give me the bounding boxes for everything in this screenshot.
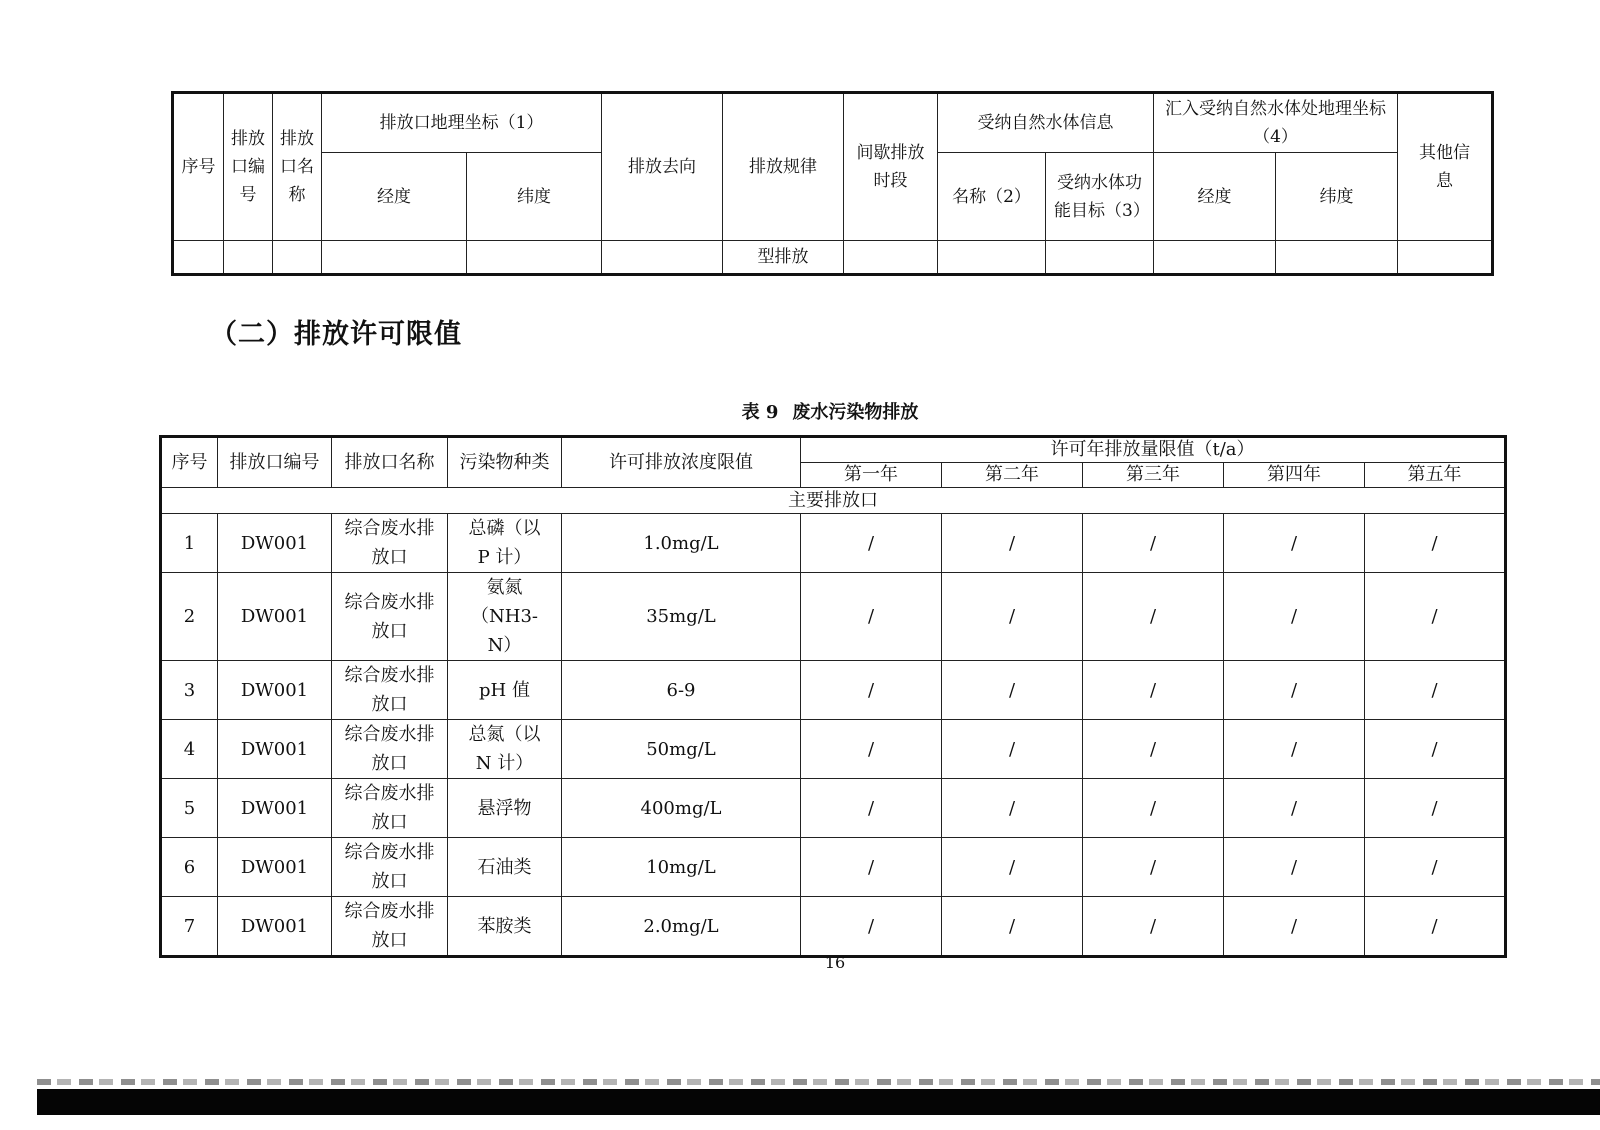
- cell-year-1: /: [801, 779, 942, 838]
- cell-year-1: /: [801, 514, 942, 573]
- cell-outlet-no: DW001: [218, 897, 332, 957]
- cell-pollutant: 苯胺类: [448, 897, 562, 957]
- cell-outlet-no: DW001: [218, 514, 332, 573]
- cell-outlet-name: 综合废水排放口: [332, 661, 448, 720]
- table-row: [161, 779, 1506, 838]
- cell-pollutant: 总氮（以 N 计）: [448, 720, 562, 779]
- outlet-info-table: [171, 91, 1494, 276]
- cell-concentration: 6-9: [562, 661, 801, 720]
- cell-outlet-name: 综合废水排放口: [332, 514, 448, 573]
- table-row: [161, 661, 1506, 720]
- cell-seq: 4: [161, 720, 218, 779]
- cell-concentration: 2.0mg/L: [562, 897, 801, 957]
- header-outlet-name: 排放口名称: [273, 93, 322, 241]
- header-annual-limit: 许可年排放量限值（t/a）: [801, 437, 1506, 463]
- cell-year-4: /: [1224, 661, 1365, 720]
- header-pollutant: 污染物种类: [448, 437, 562, 488]
- cell-year-3: /: [1083, 838, 1224, 897]
- cell-year-3: /: [1083, 573, 1224, 661]
- header-seq: 序号: [173, 93, 224, 241]
- cell-concentration: 1.0mg/L: [562, 514, 801, 573]
- cell-year-5: /: [1365, 779, 1506, 838]
- scan-artifact-bar: [37, 1089, 1600, 1115]
- cell-pollutant: 总磷（以 P 计）: [448, 514, 562, 573]
- header-pattern: 排放规律: [723, 93, 844, 241]
- cell-seq: 3: [161, 661, 218, 720]
- table-row: [173, 241, 1493, 275]
- group-label: 主要排放口: [161, 488, 1506, 514]
- header-other: 其他信息: [1398, 93, 1493, 241]
- cell-concentration: 35mg/L: [562, 573, 801, 661]
- header-geo-coord: 排放口地理坐标（1）: [322, 93, 602, 153]
- header-concentration: 许可排放浓度限值: [562, 437, 801, 488]
- cell-year-2: /: [942, 897, 1083, 957]
- cell-pollutant: pH 值: [448, 661, 562, 720]
- cell-seq: 7: [161, 897, 218, 957]
- cell-outlet-name: 综合废水排放口: [332, 720, 448, 779]
- table-row: [161, 514, 1506, 573]
- cell-year-1: /: [801, 573, 942, 661]
- cell-year-2: /: [942, 661, 1083, 720]
- cell-outlet-no: DW001: [218, 661, 332, 720]
- header-outlet-no: 排放口编号: [218, 437, 332, 488]
- cell-year-2: /: [942, 779, 1083, 838]
- table-caption-title: 废水污染物排放: [792, 402, 919, 423]
- cell-outlet-no: DW001: [218, 838, 332, 897]
- header-year-2: 第二年: [942, 463, 1083, 488]
- cell-seq: 6: [161, 838, 218, 897]
- cell-year-2: /: [942, 838, 1083, 897]
- scan-artifact-line: [37, 1079, 1600, 1085]
- cell-year-5: /: [1365, 661, 1506, 720]
- cell-year-3: /: [1083, 514, 1224, 573]
- header-latitude: 纬度: [467, 153, 602, 241]
- header-outlet-no: 排放口编号: [224, 93, 273, 241]
- cell-year-2: /: [942, 514, 1083, 573]
- table-caption: [0, 398, 1600, 424]
- table-row: [161, 573, 1506, 661]
- cell-year-5: /: [1365, 514, 1506, 573]
- header-destination: 排放去向: [602, 93, 723, 241]
- header-year-5: 第五年: [1365, 463, 1506, 488]
- cell-year-5: /: [1365, 573, 1506, 661]
- cell-pattern: 型排放: [723, 241, 844, 275]
- cell-year-1: /: [801, 897, 942, 957]
- cell-concentration: 10mg/L: [562, 838, 801, 897]
- cell-seq: 1: [161, 514, 218, 573]
- header-inflow-coord: 汇入受纳自然水体处地理坐标（4）: [1154, 93, 1398, 153]
- cell-year-5: /: [1365, 897, 1506, 957]
- cell-outlet-name: 综合废水排放口: [332, 779, 448, 838]
- cell-seq: 2: [161, 573, 218, 661]
- cell-year-1: /: [801, 720, 942, 779]
- header-inflow-longitude: 经度: [1154, 153, 1276, 241]
- table-row: [161, 720, 1506, 779]
- wastewater-emission-table: [159, 435, 1507, 958]
- cell-pollutant: 氨氮（NH3-N）: [448, 573, 562, 661]
- header-receiving-water: 受纳自然水体信息: [938, 93, 1154, 153]
- header-intermittent: 间歇排放时段: [844, 93, 938, 241]
- cell-year-4: /: [1224, 514, 1365, 573]
- page-number: 16: [824, 953, 846, 972]
- cell-outlet-name: 综合废水排放口: [332, 838, 448, 897]
- cell-year-3: /: [1083, 897, 1224, 957]
- header-water-name: 名称（2）: [938, 153, 1046, 241]
- cell-outlet-no: DW001: [218, 720, 332, 779]
- header-year-3: 第三年: [1083, 463, 1224, 488]
- table-row: [161, 897, 1506, 957]
- cell-pollutant: 石油类: [448, 838, 562, 897]
- table-caption-number: 表 9: [741, 402, 779, 423]
- header-longitude: 经度: [322, 153, 467, 241]
- cell-year-4: /: [1224, 779, 1365, 838]
- header-year-1: 第一年: [801, 463, 942, 488]
- section-heading: （二）排放许可限值: [210, 319, 462, 350]
- cell-outlet-no: DW001: [218, 573, 332, 661]
- cell-year-3: /: [1083, 661, 1224, 720]
- cell-outlet-name: 综合废水排放口: [332, 897, 448, 957]
- cell-year-3: /: [1083, 779, 1224, 838]
- cell-year-1: /: [801, 661, 942, 720]
- cell-pollutant: 悬浮物: [448, 779, 562, 838]
- cell-year-4: /: [1224, 573, 1365, 661]
- cell-year-4: /: [1224, 838, 1365, 897]
- header-year-4: 第四年: [1224, 463, 1365, 488]
- cell-outlet-name: 综合废水排放口: [332, 573, 448, 661]
- cell-year-3: /: [1083, 720, 1224, 779]
- header-water-target: 受纳水体功能目标（3）: [1046, 153, 1154, 241]
- cell-seq: 5: [161, 779, 218, 838]
- cell-outlet-no: DW001: [218, 779, 332, 838]
- cell-year-2: /: [942, 573, 1083, 661]
- cell-year-1: /: [801, 838, 942, 897]
- cell-concentration: 400mg/L: [562, 779, 801, 838]
- header-inflow-latitude: 纬度: [1276, 153, 1398, 241]
- cell-year-5: /: [1365, 838, 1506, 897]
- cell-concentration: 50mg/L: [562, 720, 801, 779]
- cell-year-4: /: [1224, 720, 1365, 779]
- cell-year-5: /: [1365, 720, 1506, 779]
- header-seq: 序号: [161, 437, 218, 488]
- header-outlet-name: 排放口名称: [332, 437, 448, 488]
- cell-year-4: /: [1224, 897, 1365, 957]
- cell-year-2: /: [942, 720, 1083, 779]
- table-row: [161, 838, 1506, 897]
